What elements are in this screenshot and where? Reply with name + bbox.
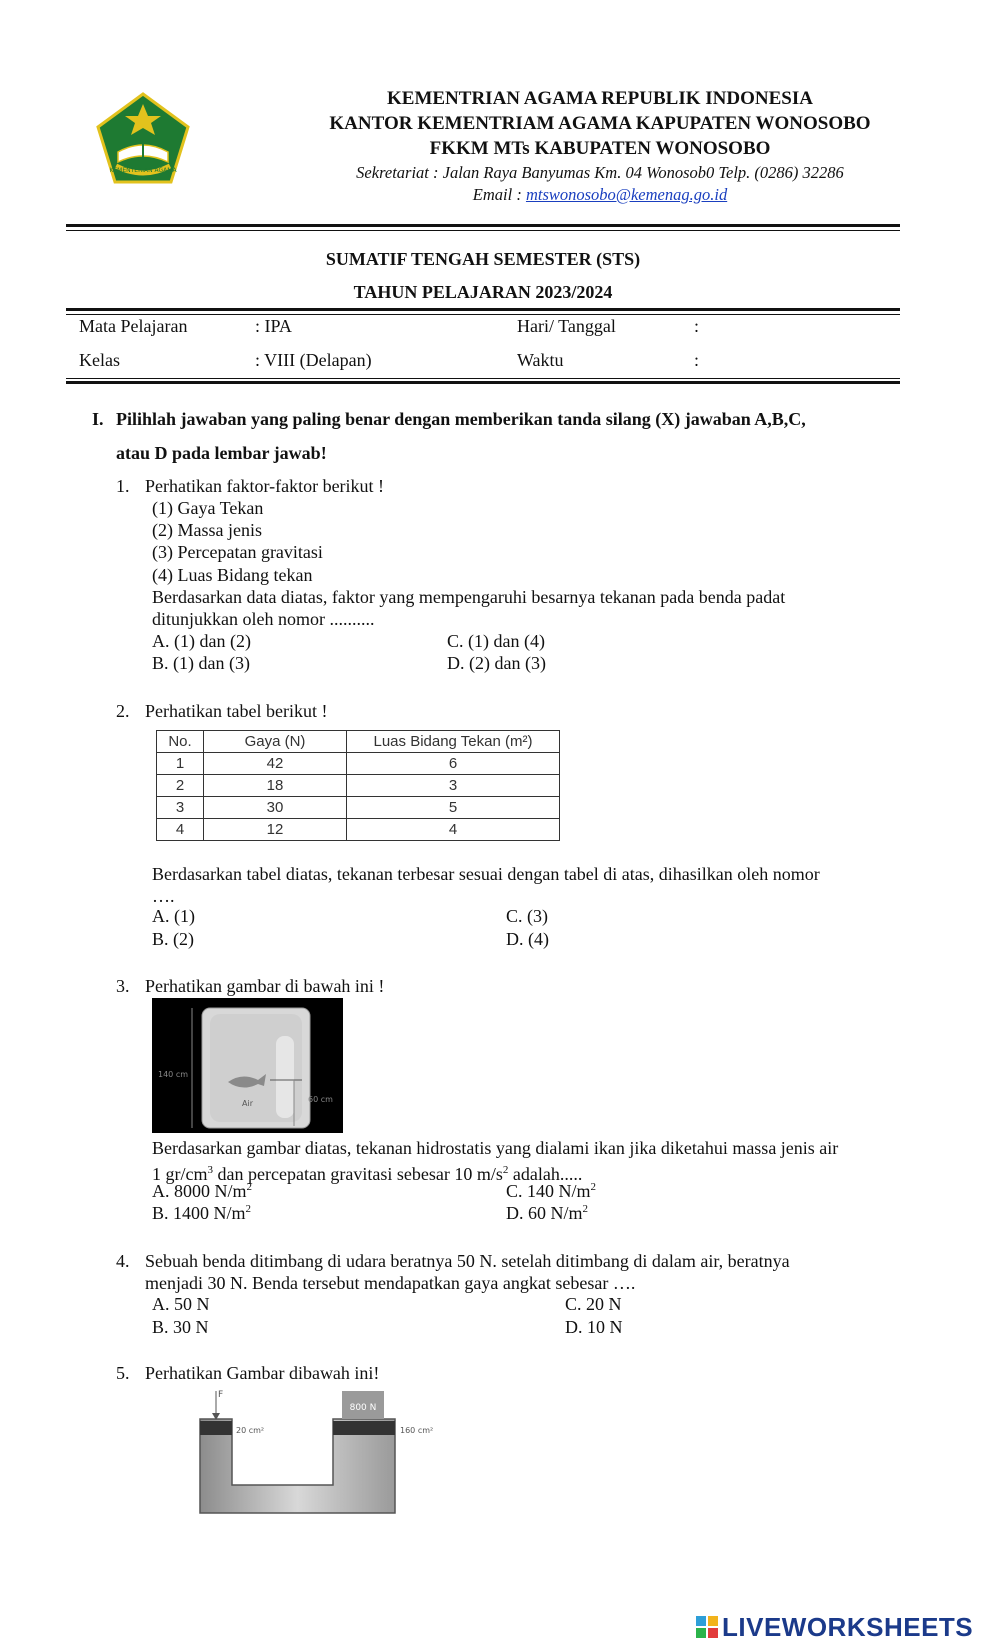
q3-option-b-label: B. 1400 N/m	[152, 1203, 246, 1223]
table-cell: 12	[204, 819, 347, 841]
q3-sup-3: 3	[207, 1164, 213, 1176]
fig-water-label: Air	[242, 1099, 253, 1108]
kemenag-logo	[96, 92, 190, 186]
q2-number: 2.	[116, 701, 130, 721]
fig-weight-label: 800 N	[349, 1403, 377, 1413]
table-cell: 6	[347, 753, 560, 775]
q3-option-c-sup: 2	[590, 1181, 597, 1193]
q4-option-d[interactable]: D. 10 N	[565, 1317, 623, 1337]
q1-item-4: (4) Luas Bidang tekan	[152, 565, 313, 585]
q1-item-2: (2) Massa jenis	[152, 520, 262, 540]
q2-option-c[interactable]: C. (3)	[506, 906, 548, 926]
q3-option-a-sup: 2	[246, 1181, 252, 1193]
header-rule-thick	[66, 224, 900, 227]
table-cell: 3	[157, 797, 204, 819]
q3-option-b-sup: 2	[245, 1203, 252, 1215]
header-line2: KANTOR KEMENTRIAM AGAMA KAPUPATEN WONOSOBO	[329, 113, 871, 134]
q1-item-3: (3) Percepatan gravitasi	[152, 542, 323, 562]
q3-text-2c: adalah.....	[508, 1164, 583, 1184]
fig-depth-label: 60 cm	[308, 1095, 333, 1104]
q3-number: 3.	[116, 976, 130, 996]
section-instruction-2: atau D pada lembar jawab!	[116, 443, 327, 463]
q2-text-2: ….	[152, 886, 175, 906]
table-row	[157, 819, 560, 841]
q5-stem: Perhatikan Gambar dibawah ini!	[145, 1363, 380, 1383]
table-cell: 3	[347, 775, 560, 797]
q5-hydraulic-figure	[196, 1385, 446, 1515]
fig-area-small: 20 cm²	[236, 1426, 265, 1435]
q1-option-a[interactable]: A. (1) dan (2)	[152, 631, 251, 651]
table-cell: 4	[347, 819, 560, 841]
table-cell: 18	[204, 775, 347, 797]
q1-option-d[interactable]: D. (2) dan (3)	[447, 653, 546, 673]
q4-option-a[interactable]: A. 50 N	[152, 1294, 210, 1314]
q3-option-c[interactable]	[506, 1181, 596, 1202]
header-email-line	[250, 185, 950, 205]
time-value: :	[694, 350, 700, 370]
q4-text-1: Sebuah benda ditimbang di udara beratnya 50 N. setelah ditimbang di dalam air, beratnya	[145, 1251, 790, 1271]
table-cell: 42	[204, 753, 347, 775]
day-value: :	[694, 316, 700, 336]
q1-option-c[interactable]: C. (1) dan (4)	[447, 631, 545, 651]
q3-option-d[interactable]	[506, 1203, 588, 1224]
table-cell: 2	[157, 775, 204, 797]
info-rule-thick	[66, 381, 900, 384]
q3-text-2b: dan percepatan gravitasi sebesar 10 m/s	[213, 1164, 503, 1184]
fig-height-label: 140 cm	[158, 1070, 189, 1079]
class-label: Kelas	[79, 350, 120, 370]
class-value: : VIII (Delapan)	[255, 350, 372, 370]
table-row	[157, 775, 560, 797]
header-rule-thin	[66, 230, 900, 231]
q2-text-1: Berdasarkan tabel diatas, tekanan terbesar sesuai dengan tabel di atas, dihasilkan oleh nomor	[152, 864, 820, 884]
q3-text-1: Berdasarkan gambar diatas, tekanan hidrostatis yang dialami ikan jika diketahui massa jenis air	[152, 1138, 839, 1158]
q3-stem: Perhatikan gambar di bawah ini !	[145, 976, 385, 996]
table-cell: 1	[157, 753, 204, 775]
q3-option-c-label: C. 140 N/m	[506, 1181, 591, 1201]
q3-option-a[interactable]	[152, 1181, 252, 1202]
q4-number: 4.	[116, 1251, 130, 1271]
q2-table	[156, 730, 560, 841]
table-row	[157, 753, 560, 775]
q5-number: 5.	[116, 1363, 130, 1383]
section-instruction-1: Pilihlah jawaban yang paling benar dengan memberikan tanda silang (X) jawaban A,B,C,	[116, 409, 806, 429]
q2-option-a[interactable]: A. (1)	[152, 906, 195, 926]
q3-option-d-label: D. 60 N/m	[506, 1203, 583, 1223]
q4-option-b[interactable]: B. 30 N	[152, 1317, 209, 1337]
q1-text-1: Berdasarkan data diatas, faktor yang mempengaruhi besarnya tekanan pada benda padat	[152, 587, 786, 607]
q1-option-b[interactable]: B. (1) dan (3)	[152, 653, 250, 673]
fig-force-label: F	[218, 1390, 224, 1400]
q1-number: 1.	[116, 476, 130, 496]
info-rule-thin	[66, 378, 900, 379]
q3-text-2a: 1 gr/cm	[152, 1164, 208, 1184]
table-cell: 30	[204, 797, 347, 819]
subject-value: : IPA	[255, 316, 292, 336]
q4-option-c[interactable]: C. 20 N	[565, 1294, 622, 1314]
q4-text-2: menjadi 30 N. Benda tersebut mendapatkan gaya angkat sebesar ….	[145, 1273, 636, 1293]
q3-sup-2: 2	[502, 1164, 509, 1176]
q3-option-d-sup: 2	[582, 1203, 588, 1215]
table-header: No.	[157, 731, 204, 753]
q3-option-b[interactable]	[152, 1203, 251, 1224]
q2-option-d[interactable]: D. (4)	[506, 929, 549, 949]
q1-stem: Perhatikan faktor-faktor berikut !	[145, 476, 385, 496]
logo-text: KEMENTERIAN AGAMA	[109, 167, 177, 174]
exam-title: SUMATIF TENGAH SEMESTER (STS)	[325, 249, 641, 269]
subject-label: Mata Pelajaran	[79, 316, 188, 336]
q2-option-b[interactable]: B. (2)	[152, 929, 194, 949]
header-address: Sekretariat : Jalan Raya Banyumas Km. 04 Wonosob0 Telp. (0286) 32286	[356, 163, 844, 182]
time-label: Waktu	[517, 350, 564, 370]
header-line1: KEMENTRIAN AGAMA REPUBLIK INDONESIA	[387, 88, 813, 109]
header-line3: FKKM MTs KABUPATEN WONOSOBO	[429, 138, 771, 159]
liveworksheets-logo-icon	[696, 1616, 718, 1638]
exam-year: TAHUN PELAJARAN 2023/2024	[353, 282, 613, 302]
liveworksheets-brand[interactable]	[696, 1612, 996, 1642]
table-header: Gaya (N)	[204, 731, 347, 753]
table-header: Luas Bidang Tekan (m²)	[347, 731, 560, 753]
day-label: Hari/ Tanggal	[517, 316, 616, 336]
email-label: Email :	[472, 185, 526, 204]
table-cell: 4	[157, 819, 204, 841]
q1-text-2: ditunjukkan oleh nomor ..........	[152, 609, 375, 629]
title-rule-thin	[66, 314, 900, 315]
fig-area-large: 160 cm²	[400, 1426, 434, 1435]
table-cell: 5	[347, 797, 560, 819]
q3-option-a-label: A. 8000 N/m	[152, 1181, 247, 1201]
section-number: I.	[92, 409, 104, 429]
q1-item-1: (1) Gaya Tekan	[152, 498, 264, 518]
table-row	[157, 797, 560, 819]
brand-text: LIVEWORKSHEETS	[722, 1611, 974, 1642]
q2-stem: Perhatikan tabel berikut !	[145, 701, 328, 721]
email-link[interactable]: mtswonosobo@kemenag.go.id	[525, 185, 728, 204]
q3-aquarium-figure	[152, 998, 343, 1133]
title-rule-thick	[66, 308, 900, 311]
